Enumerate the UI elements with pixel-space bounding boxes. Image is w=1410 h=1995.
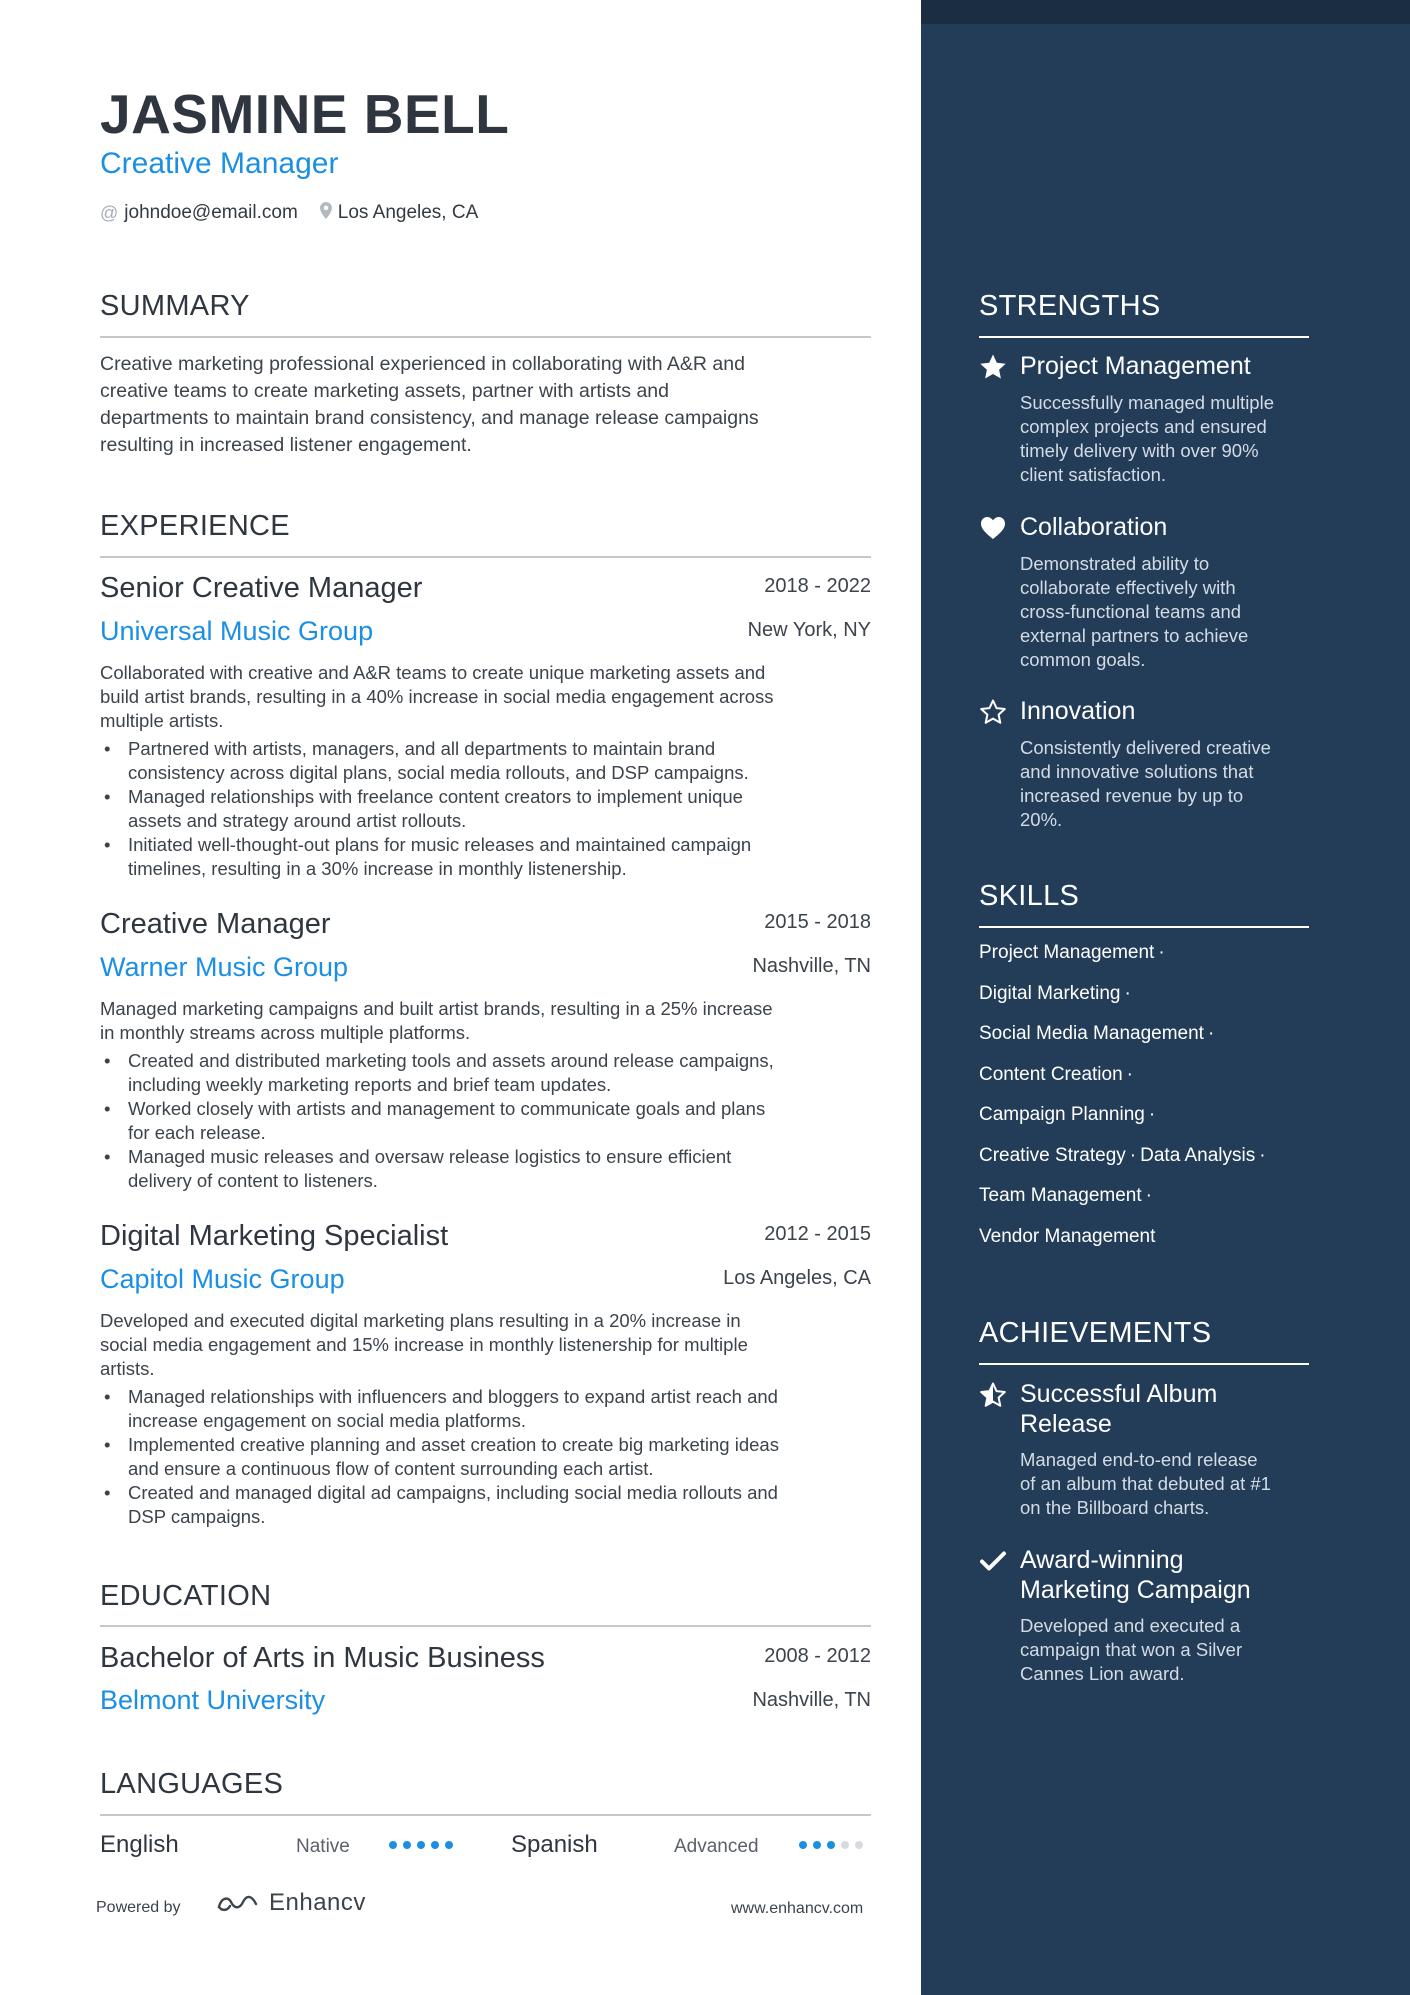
skills-list: [979, 942, 1319, 1266]
job-dates: 2012 - 2015: [764, 1223, 871, 1245]
job-title: Creative Manager: [100, 908, 331, 940]
skill-item: Social Media Management: [979, 1023, 1204, 1044]
rating-dot-filled: [813, 1841, 821, 1849]
skill-separator: ·: [1126, 1063, 1133, 1085]
email-text: johndoe@email.com: [124, 202, 298, 223]
rating-dot-filled: [445, 1841, 453, 1849]
job-description: [100, 997, 890, 1045]
skills-row: [979, 983, 1319, 1024]
skills-row: [979, 1064, 1319, 1105]
achievements-heading: ACHIEVEMENTS: [979, 1317, 1212, 1349]
education-school[interactable]: Belmont University: [100, 1685, 326, 1715]
contact-info: [100, 202, 500, 224]
summary-divider: [100, 336, 871, 338]
location-pin-icon: [320, 202, 332, 224]
skill-item: Project Management: [979, 942, 1155, 963]
rating-dot-filled: [827, 1841, 835, 1849]
language-rating: [799, 1841, 869, 1849]
star-half-icon: [978, 1380, 1008, 1410]
skills-heading: SKILLS: [979, 880, 1080, 912]
job-company[interactable]: Capitol Music Group: [100, 1264, 345, 1294]
skill-separator: ·: [1207, 1023, 1215, 1044]
candidate-name: JASMINE BELL: [100, 83, 510, 145]
heart-icon: [978, 513, 1008, 543]
job-location: Nashville, TN: [752, 955, 871, 977]
job-description-line: build artist brands, resulting in a 40% increase in social media engagement across: [100, 686, 774, 707]
skills-row: [979, 1023, 1319, 1064]
summary-text: [100, 351, 880, 459]
at-icon: @: [100, 202, 119, 223]
job-bullets: [100, 1049, 890, 1193]
contact-email[interactable]: [100, 202, 298, 224]
education-dates: 2008 - 2012: [764, 1645, 871, 1667]
language-name: English: [100, 1831, 179, 1858]
powered-by-label: Powered by: [96, 1899, 181, 1916]
skill-item: Team Management: [979, 1185, 1142, 1206]
strength-description: Consistently delivered creative and innovative solutions that increased revenue by up to 20%.: [1020, 737, 1271, 830]
education-heading: EDUCATION: [100, 1580, 272, 1612]
job-location: Los Angeles, CA: [723, 1267, 871, 1289]
sidebar-top-bar: [921, 0, 1410, 24]
job-bullet: • Managed music releases and oversaw release logistics to ensure efficient delivery of content to listeners.: [100, 1145, 890, 1193]
contact-location: [320, 202, 478, 224]
strength-title: Collaboration: [1020, 513, 1168, 541]
job-company[interactable]: Warner Music Group: [100, 952, 349, 982]
strength-title: Project Management: [1020, 352, 1251, 380]
strength-title: Innovation: [1020, 697, 1136, 725]
job-bullet: • Created and distributed marketing tools and assets around release campaigns, including weekly marketing reports and brief team updates.: [100, 1049, 890, 1097]
strength-description: Demonstrated ability to collaborate effectively with cross-functional teams and external partners to achieve common goals.: [1020, 553, 1249, 670]
rating-dot-filled: [403, 1841, 411, 1849]
enhancv-logo-icon: [215, 1891, 261, 1915]
skills-row: [979, 1185, 1319, 1226]
skill-separator: ·: [1148, 1104, 1156, 1125]
enhancv-logo-text: Enhancv: [269, 1889, 366, 1916]
candidate-role: Creative Manager: [100, 147, 339, 180]
rating-dot-filled: [799, 1841, 807, 1849]
footer-url[interactable]: www.enhancv.com: [731, 1900, 864, 1917]
check-icon: [978, 1546, 1008, 1576]
job-description: [100, 661, 890, 733]
skill-separator: ·: [1158, 942, 1165, 963]
job-dates: 2018 - 2022: [764, 575, 871, 597]
job-dates: 2015 - 2018: [764, 911, 871, 933]
skill-item: Data Analysis: [1140, 1144, 1256, 1166]
skill-separator: ·: [1259, 1144, 1266, 1166]
job-description-line: Developed and executed digital marketing plans resulting in a 20% increase in: [100, 1310, 741, 1331]
job-description-line: Collaborated with creative and A&R teams to create unique marketing assets and: [100, 662, 766, 683]
job-title: Senior Creative Manager: [100, 572, 423, 604]
job-description-line: Managed marketing campaigns and built artist brands, resulting in a 25% increase: [100, 998, 773, 1019]
job-bullet: • Managed relationships with freelance content creators to implement unique assets and strategy around artist rollouts.: [100, 785, 890, 833]
job-description-line: artists.: [100, 1358, 155, 1379]
skills-row: [979, 1226, 1319, 1267]
job-bullet: • Partnered with artists, managers, and all departments to maintain brand consistency across digital plans, social media rollouts, and DSP campaigns.: [100, 737, 890, 785]
rating-dot-empty: [841, 1841, 849, 1849]
job-description-line: in monthly streams across multiple platforms.: [100, 1022, 471, 1043]
experience-heading: EXPERIENCE: [100, 510, 290, 542]
languages-divider: [100, 1814, 871, 1816]
skills-row: [979, 942, 1319, 983]
job-title: Digital Marketing Specialist: [100, 1220, 449, 1252]
job-bullet: • Managed relationships with influencers and bloggers to expand artist reach and increase engagement on social media platforms.: [100, 1385, 890, 1433]
education-divider: [100, 1625, 871, 1627]
strengths-divider: [979, 336, 1309, 338]
rating-dot-filled: [417, 1841, 425, 1849]
skill-item: Content Creation: [979, 1063, 1123, 1085]
skill-item: Creative Strategy: [979, 1144, 1126, 1166]
summary-line: Creative marketing professional experienced in collaborating with A&R and: [100, 353, 745, 375]
job-description: [100, 1309, 890, 1381]
summary-line: creative teams to create marketing assets, partner with artists and: [100, 380, 669, 402]
education-degree: Bachelor of Arts in Music Business: [100, 1642, 545, 1674]
job-location: New York, NY: [747, 619, 871, 641]
skill-separator: ·: [1129, 1144, 1137, 1166]
language-rating: [389, 1841, 459, 1849]
achievement-description: Developed and executed a campaign that won a Silver Cannes Lion award.: [1020, 1615, 1243, 1684]
strength-description: Successfully managed multiple complex projects and ensured timely delivery with over 90% client satisfaction.: [1020, 392, 1274, 485]
enhancv-logo[interactable]: [215, 1889, 366, 1917]
job-bullets: [100, 1385, 890, 1529]
skill-item: Digital Marketing: [979, 982, 1121, 1004]
rating-dot-empty: [855, 1841, 863, 1849]
summary-line: departments to maintain brand consistency, and manage release campaigns: [100, 407, 759, 429]
strengths-heading: STRENGTHS: [979, 290, 1161, 322]
languages-heading: LANGUAGES: [100, 1768, 284, 1800]
location-text: Los Angeles, CA: [337, 202, 479, 223]
achievement-title: Successful Album Release: [1020, 1380, 1218, 1438]
summary-line: resulting in increased listener engagement.: [100, 434, 472, 456]
skill-item: Vendor Management: [979, 1225, 1156, 1247]
job-bullets: [100, 737, 890, 881]
rating-dot-filled: [389, 1841, 397, 1849]
skill-item: Campaign Planning: [979, 1104, 1145, 1125]
star-outline-icon: [978, 697, 1008, 727]
education-location: Nashville, TN: [752, 1689, 871, 1711]
skills-row: [979, 1145, 1319, 1186]
achievement-title: Award-winning Marketing Campaign: [1020, 1546, 1251, 1604]
achievements-divider: [979, 1363, 1309, 1365]
job-description-line: multiple artists.: [100, 710, 224, 731]
language-name: Spanish: [511, 1831, 598, 1858]
summary-heading: SUMMARY: [100, 290, 250, 322]
job-bullet: • Created and managed digital ad campaigns, including social media rollouts and DSP campaigns.: [100, 1481, 890, 1529]
skills-row: [979, 1104, 1319, 1145]
job-bullet: • Worked closely with artists and management to communicate goals and plans for each release.: [100, 1097, 890, 1145]
skill-separator: ·: [1124, 982, 1131, 1004]
job-bullet: • Initiated well-thought-out plans for music releases and maintained campaign timelines, resulting in a 30% increase in monthly listenership.: [100, 833, 890, 881]
achievement-description: Managed end-to-end release of an album that debuted at #1 on the Billboard charts.: [1020, 1449, 1271, 1518]
job-description-line: social media engagement and 15% increase in monthly listenership for multiple: [100, 1334, 748, 1355]
job-bullet: • Implemented creative planning and asset creation to create big marketing ideas and ensure a continuous flow of content surrounding each artist.: [100, 1433, 890, 1481]
job-company[interactable]: Universal Music Group: [100, 616, 374, 646]
skill-separator: ·: [1145, 1185, 1152, 1206]
language-level: Advanced: [674, 1836, 759, 1857]
star-filled-icon: [978, 352, 1008, 382]
skills-divider: [979, 926, 1309, 928]
language-level: Native: [296, 1836, 350, 1857]
rating-dot-filled: [431, 1841, 439, 1849]
experience-divider: [100, 556, 871, 558]
